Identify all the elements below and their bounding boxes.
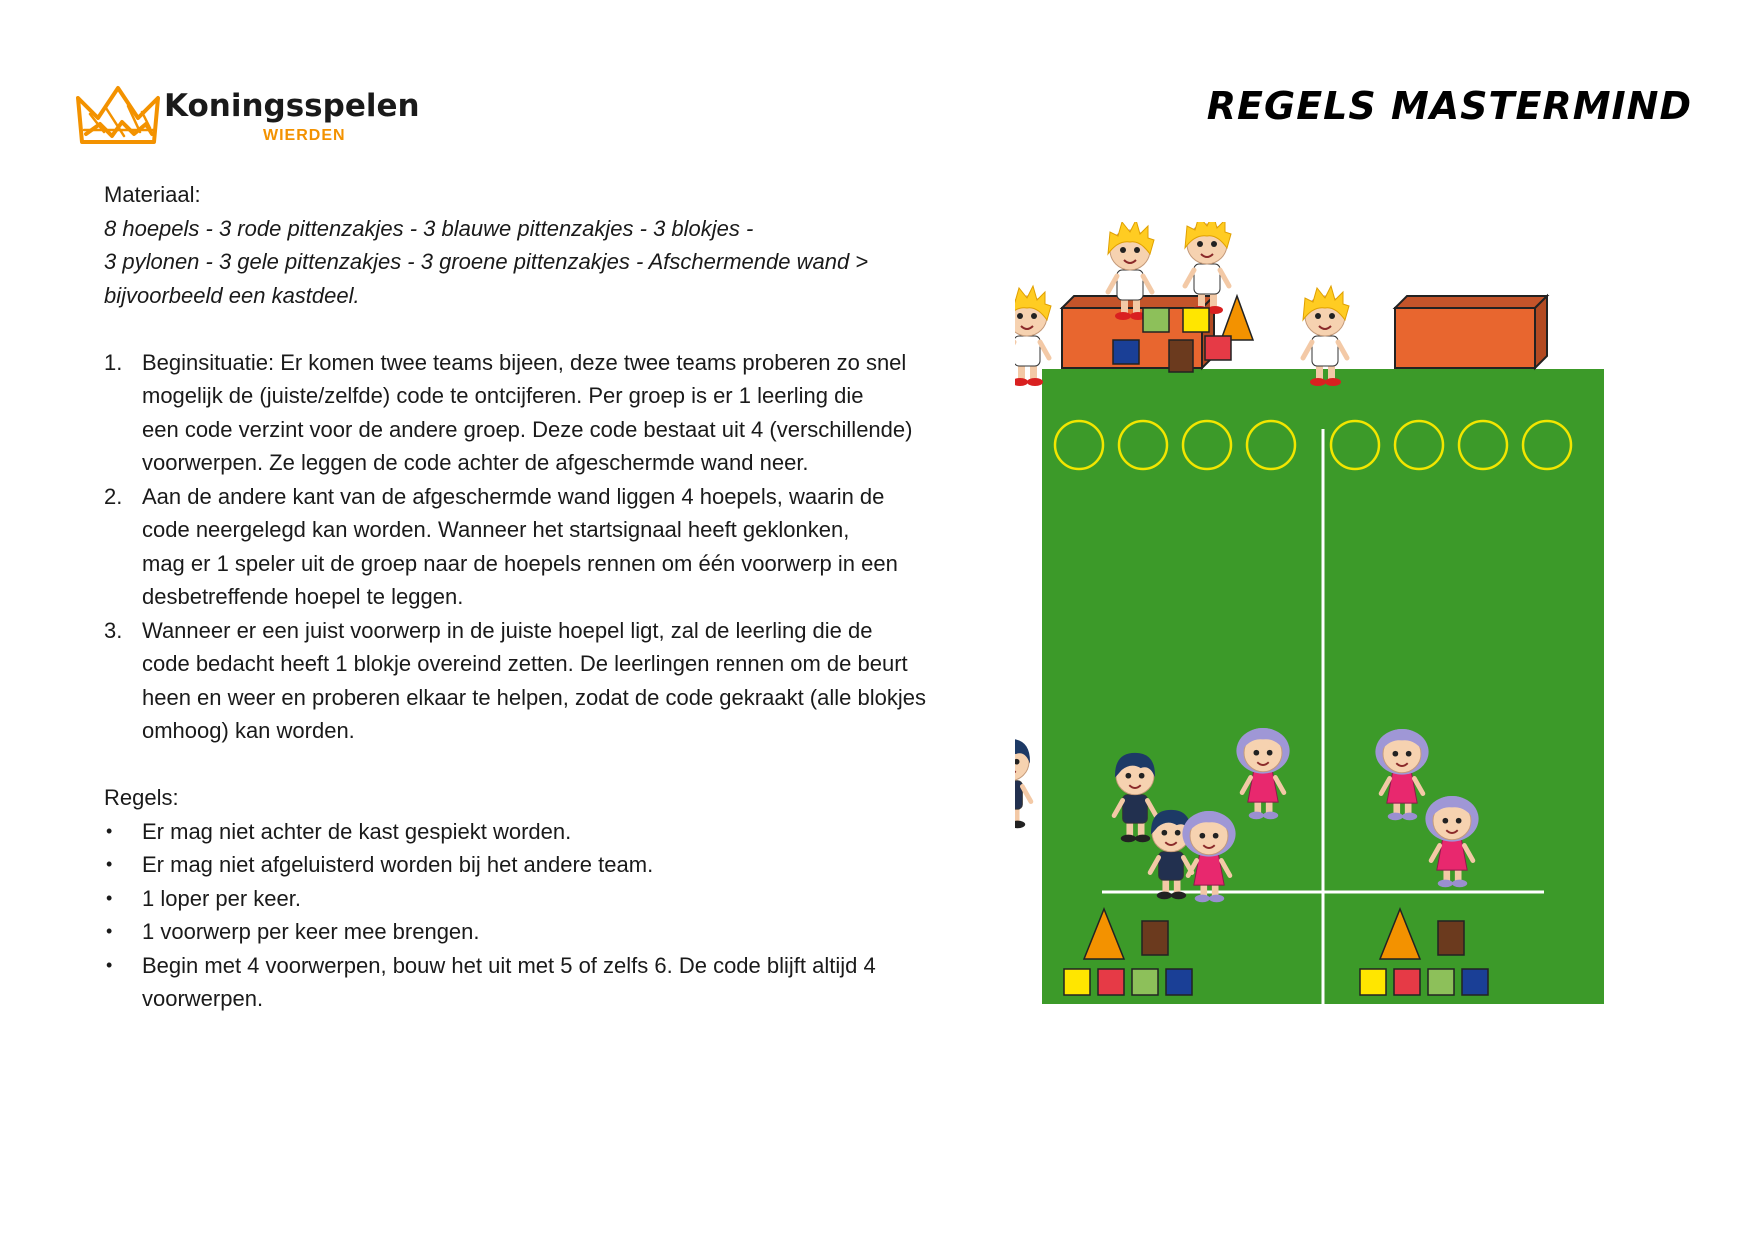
- logo-brand: Koningsspelen: [164, 88, 420, 124]
- block-yellow: [1183, 308, 1209, 332]
- kid-shirt: [1312, 336, 1338, 366]
- step-line: code bedacht heeft 1 blokje overeind zetten. De leerlingen rennen om de beurt: [142, 651, 908, 676]
- kid-eye: [1329, 313, 1335, 319]
- kid-shoe: [1209, 895, 1224, 903]
- rule-item: [104, 815, 984, 849]
- rule-line: Er mag niet achter de kast gespiekt worden.: [142, 818, 572, 844]
- kid-eye: [1456, 818, 1462, 824]
- bullet-icon: •: [106, 854, 113, 874]
- block-blue: [1113, 340, 1139, 364]
- kid-shoe: [1325, 378, 1341, 386]
- kid-shoe: [1121, 835, 1136, 843]
- kid-eye: [1031, 313, 1037, 319]
- block-brown: [1142, 921, 1168, 955]
- rule-line: 1 loper per keer.: [142, 885, 301, 911]
- kid-shirt: [1015, 336, 1040, 366]
- rule-line: 1 voorwerp per keer mee brengen.: [142, 919, 480, 944]
- step-line: omhoog) kan worden.: [142, 718, 355, 743]
- step-item: [104, 480, 984, 614]
- kid-eye: [1315, 313, 1321, 319]
- rules-section: [104, 781, 984, 1016]
- kid-eye: [1162, 830, 1168, 836]
- material-heading: Materiaal:: [104, 182, 201, 207]
- kid-shoe: [1027, 378, 1043, 386]
- material-line: 8 hoepels - 3 rode pittenzakjes - 3 blauwe pittenzakjes - 3 blokjes -: [104, 215, 754, 241]
- step-number: 2.: [104, 483, 123, 509]
- kid-eye: [1139, 773, 1145, 779]
- kid-eye: [1200, 833, 1206, 839]
- block-red: [1098, 969, 1124, 995]
- steps-list: [104, 346, 984, 748]
- bullet-icon: •: [106, 887, 113, 908]
- kid-shoe: [1195, 895, 1210, 903]
- kid-shoe: [1115, 312, 1131, 320]
- cone-icon: [1221, 296, 1253, 340]
- bullet-icon: •: [106, 820, 113, 841]
- logo: [76, 84, 420, 154]
- kid-eye: [1126, 773, 1132, 779]
- kid-eye: [1267, 750, 1273, 756]
- block-brown: [1438, 921, 1464, 955]
- crown-icon: [76, 84, 162, 152]
- kid-eye: [1211, 241, 1217, 247]
- kid-arm: [1022, 786, 1031, 801]
- kid-arm: [1338, 342, 1347, 358]
- step-line: heen en weer en proberen elkaar te helpen, zodat de code gekraakt (alle blokjes: [142, 684, 926, 710]
- kid-eye: [1197, 241, 1203, 247]
- kid-shoe: [1452, 880, 1467, 888]
- kid-arm: [1108, 276, 1117, 292]
- kid-eye: [1175, 830, 1181, 836]
- box-side: [1535, 296, 1547, 368]
- block-yellow: [1064, 969, 1090, 995]
- kid-shoe: [1402, 813, 1417, 821]
- rule-item: [104, 915, 984, 949]
- kid-shirt: [1194, 264, 1220, 294]
- kid-eye: [1120, 247, 1126, 253]
- block-brown: [1169, 340, 1193, 372]
- bullet-icon: •: [106, 954, 113, 975]
- rule-item: [104, 848, 984, 882]
- kid-shirt: [1159, 852, 1184, 881]
- material-line: 3 pylonen - 3 gele pittenzakjes - 3 groene pittenzakjes - Afschermende wand >: [104, 249, 869, 274]
- kid-shirt: [1117, 270, 1143, 300]
- block-blue: [1462, 969, 1488, 995]
- step-line: een code verzint voor de andere groep. Deze code bestaat uit 4 (verschillende): [142, 416, 913, 442]
- kid-shoe: [1438, 880, 1453, 888]
- block-red: [1205, 336, 1231, 360]
- kid-shoe: [1171, 892, 1186, 900]
- kid-arm: [1143, 276, 1152, 292]
- kid-shoe: [1015, 378, 1028, 386]
- rule-line: Begin met 4 voorwerpen, bouw het uit met 5 of zelfs 6. De code blijft altijd 4: [142, 952, 876, 978]
- step-line: mag er 1 speler uit de groep naar de hoepels rennen om één voorwerp in een: [142, 550, 898, 576]
- kid-arm: [1040, 342, 1049, 358]
- rules-heading: Regels:: [104, 785, 179, 810]
- bullet-icon: •: [106, 921, 113, 941]
- block-green: [1132, 969, 1158, 995]
- content: [104, 178, 984, 1016]
- step-line: Wanneer er een juist voorwerp in de juiste hoepel ligt, zal de leerling die de: [142, 617, 873, 643]
- block-yellow: [1360, 969, 1386, 995]
- kid-shoe: [1015, 821, 1025, 829]
- step-line: mogelijk de (juiste/zelfde) code te ontcijferen. Per groep is er 1 leerling die: [142, 383, 864, 408]
- material-line: bijvoorbeeld een kastdeel.: [104, 282, 360, 308]
- rule-item: [104, 949, 984, 1016]
- block-red: [1394, 969, 1420, 995]
- kid-shirt: [1123, 795, 1148, 824]
- box-front: [1395, 308, 1535, 368]
- kid-shoe: [1249, 812, 1264, 820]
- step-number: 1.: [104, 349, 123, 375]
- step-line: Beginsituatie: Er komen twee teams bijeen, deze twee teams proberen zo snel: [142, 349, 907, 375]
- kid-shoe: [1157, 892, 1172, 900]
- logo-subtitle: WIERDEN: [263, 127, 346, 144]
- box-right: [1395, 296, 1547, 368]
- page-title: REGELS MASTERMIND: [1206, 84, 1692, 128]
- rule-line: Er mag niet afgeluisterd worden bij het andere team.: [142, 852, 654, 877]
- block-green: [1143, 308, 1169, 332]
- field-diagram: [1015, 222, 1695, 1022]
- block-green: [1428, 969, 1454, 995]
- material-section: [104, 178, 984, 312]
- field-illustration: [1015, 222, 1695, 1022]
- rules-list: [104, 815, 984, 1016]
- kid-shoe: [1310, 378, 1326, 386]
- step-item: [104, 346, 984, 480]
- rule-line: voorwerpen.: [142, 986, 264, 1011]
- kid-dark: [1015, 739, 1031, 828]
- rule-item: [104, 882, 984, 916]
- kid-arm: [1185, 270, 1194, 286]
- step-number: 3.: [104, 617, 123, 643]
- kid-arm: [1220, 270, 1229, 286]
- kid-eye: [1134, 247, 1140, 253]
- kid-eye: [1254, 750, 1260, 756]
- kid-eye: [1213, 833, 1219, 839]
- step-line: Aan de andere kant van de afgeschermde wand liggen 4 hoepels, waarin de: [142, 483, 885, 509]
- step-item: [104, 614, 984, 748]
- kid-eye: [1406, 751, 1412, 757]
- kid-shoe: [1388, 813, 1403, 821]
- step-line: voorwerpen. Ze leggen de code achter de afgeschermde wand neer.: [142, 450, 809, 475]
- box-top: [1395, 296, 1547, 308]
- kid-shoe: [1135, 835, 1150, 843]
- block-blue: [1166, 969, 1192, 995]
- step-line: desbetreffende hoepel te leggen.: [142, 584, 464, 609]
- kid-shoe: [1263, 812, 1278, 820]
- kid-eye: [1017, 313, 1023, 319]
- kid-eye: [1393, 751, 1399, 757]
- step-line: code neergelegd kan worden. Wanneer het startsignaal heeft geklonken,: [142, 517, 850, 542]
- kid-eye: [1443, 818, 1449, 824]
- kid-arm: [1303, 342, 1312, 358]
